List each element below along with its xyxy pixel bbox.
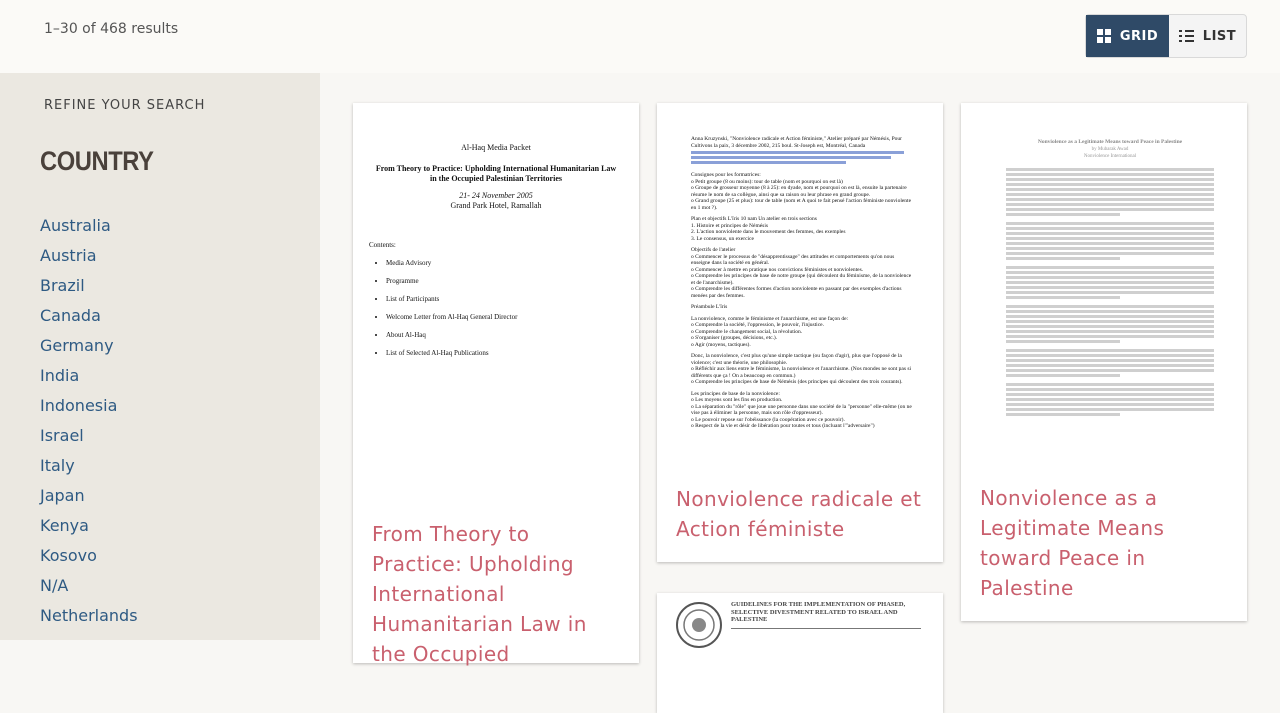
doc-paragraph: o Commencer le processus de "désapprentissage" des attitudes et comportements qu'on nous enseigne dans la société en général. bbox=[691, 253, 895, 266]
doc-contents-item: • List of Selected Al-Haq Publications bbox=[386, 349, 623, 367]
card-title-link[interactable]: Nonviolence as a Legitimate Means toward Peace in Palestine bbox=[980, 486, 1165, 600]
doc-venue: Grand Park Hotel, Ramallah bbox=[450, 201, 542, 210]
doc-paragraph: o Le pouvoir repose sur l'obéissance (la coopération avec ce pouvoir). bbox=[691, 416, 845, 423]
result-card[interactable] bbox=[961, 103, 1247, 621]
doc-paragraph: o Petit groupe (8 ou moins): tour de table (nom et pourquoi on est là) bbox=[691, 178, 843, 185]
result-card[interactable] bbox=[353, 103, 639, 666]
organization-seal-icon bbox=[675, 601, 723, 649]
doc-paragraph: Consignes pour les formatrices: bbox=[691, 172, 761, 178]
grid-view-button[interactable] bbox=[1086, 15, 1169, 57]
doc-paragraph: o Commencer à mettre en pratique nos convictions féministes et nonviolentes. bbox=[691, 266, 864, 273]
doc-divider bbox=[731, 628, 921, 629]
country-option[interactable]: Brazil bbox=[40, 276, 85, 295]
doc-heading: Nonviolence as a Legitimate Means toward Peace in Palestine bbox=[1037, 139, 1183, 145]
view-toggle bbox=[1085, 14, 1247, 58]
country-option[interactable]: Germany bbox=[40, 336, 114, 355]
country-option[interactable]: Kenya bbox=[40, 516, 89, 535]
doc-body bbox=[691, 172, 913, 430]
results-header bbox=[0, 0, 1280, 73]
doc-paragraph: o La séparation du "rôle" que joue une personne dans une société de la "personne" elle-même (on ne vise pas à éliminer la personne, mais son rôle d'oppresseur). bbox=[691, 403, 912, 416]
doc-paragraph: o Respect de la vie et désir de libération pour toutes et tous (incluant l'"adversaire") bbox=[691, 423, 875, 429]
country-option[interactable]: Japan bbox=[40, 486, 85, 505]
document-thumbnail bbox=[369, 143, 623, 367]
doc-link-line bbox=[691, 151, 904, 154]
country-option[interactable]: India bbox=[40, 366, 80, 385]
doc-paragraph: o Comprendre la société, l'oppression, le pouvoir, l'injustice. bbox=[691, 322, 824, 328]
doc-paragraph: o Agir (moyens, tactiques). bbox=[691, 341, 751, 348]
result-card[interactable] bbox=[657, 593, 943, 713]
refine-sidebar bbox=[0, 73, 320, 640]
doc-paragraph: o Groupe de grosseur moyenne (8 à 25): en dyade, nom et pourquoi on est là, ensuite la partenaire résume le nom de sa collègue, ainsi que sa raison ou leur phrase en grand groupe. bbox=[691, 185, 907, 198]
refine-search-label: REFINE YOUR SEARCH bbox=[44, 98, 206, 113]
results-count: 1–30 of 468 results bbox=[44, 21, 179, 37]
doc-contents-item: • Programme bbox=[386, 277, 623, 295]
doc-org: Nonviolence International bbox=[1083, 154, 1137, 159]
country-option[interactable]: Austria bbox=[40, 246, 97, 265]
doc-author: by Mubarak Awad bbox=[1091, 147, 1129, 152]
country-option[interactable]: Indonesia bbox=[40, 396, 118, 415]
country-option[interactable]: N/A bbox=[40, 576, 69, 595]
doc-contents-item: • About Al-Haq bbox=[386, 331, 623, 349]
list-icon bbox=[1179, 30, 1194, 42]
doc-contents-item: • Media Advisory bbox=[386, 259, 623, 277]
result-card[interactable] bbox=[657, 103, 943, 562]
doc-paragraph: La nonviolence, comme le féminisme et l'anarchisme, est une façon de: bbox=[691, 315, 849, 322]
doc-date: 21- 24 November 2005 bbox=[459, 191, 533, 200]
doc-contents-item: • Welcome Letter from Al-Haq General Director bbox=[386, 313, 623, 331]
list-view-button[interactable] bbox=[1169, 15, 1246, 57]
doc-link-line bbox=[691, 161, 846, 164]
grid-view-label: GRID bbox=[1119, 28, 1159, 44]
doc-paragraph: o S'organiser (groupes, décisions, etc.). bbox=[691, 335, 778, 341]
doc-subtitle: From Theory to Practice: Upholding International Humanitarian Law in the Occupied Palestinian Territories bbox=[375, 164, 617, 183]
country-option[interactable]: Italy bbox=[40, 456, 75, 475]
country-facet-heading: COUNTRY bbox=[40, 146, 154, 176]
grid-icon bbox=[1097, 29, 1111, 43]
doc-blurred-text bbox=[1006, 168, 1214, 416]
doc-heading: GUIDELINES FOR THE IMPLEMENTATION OF PHASED, SELECTIVE DIVESTMENT RELATED TO ISRAEL AND PALESTINE bbox=[731, 601, 906, 623]
country-option[interactable]: Netherlands bbox=[40, 606, 138, 625]
doc-heading: Al-Haq Media Packet bbox=[461, 143, 531, 152]
doc-paragraph: o Comprendre le changement social, la révolution. bbox=[691, 328, 803, 335]
doc-paragraph: 1. Histoire et principes de Némésis bbox=[691, 222, 768, 229]
doc-paragraph: o Grand groupe (25 et plus): tour de table (nom et A quoi te fait pensé l'action féministe nonviolente en 1 mot ?). bbox=[691, 198, 912, 211]
document-thumbnail bbox=[731, 601, 921, 629]
doc-paragraph: o Comprendre les principes de base de Némésis (des principes qui découlent des trois courants). bbox=[691, 379, 903, 385]
doc-contents-item: • List of Participants bbox=[386, 295, 623, 313]
card-title-link[interactable]: Nonviolence radicale et Action féministe bbox=[676, 487, 922, 541]
doc-paragraph: o Les moyens sont les fins en production. bbox=[691, 397, 783, 403]
doc-paragraph: 3. Le consensus, un exercice bbox=[691, 235, 754, 242]
document-thumbnail bbox=[691, 136, 913, 468]
country-option[interactable]: Canada bbox=[40, 306, 101, 325]
doc-paragraph: 2. L'action nonviolente dans le mouvement des femmes, des exemples bbox=[691, 229, 846, 235]
doc-paragraph: o Comprendre les différentes formes d'action nonviolente en passant par des exemples d'actions menées par des femmes. bbox=[691, 286, 902, 299]
country-option[interactable]: Kosovo bbox=[40, 546, 97, 565]
doc-paragraph: o Comprendre les principes de base de notre groupe (qui découlent du féminisme, de la nonviolence et de l'anarchisme). bbox=[691, 273, 912, 286]
country-facet-list bbox=[40, 216, 138, 636]
doc-paragraph: Donc, la nonviolence, c'est plus qu'une simple tactique (ou façon d'agir), plus que l'opposé de la violence; c'est une théorie, une philosophie. bbox=[691, 353, 902, 366]
document-thumbnail bbox=[1006, 139, 1214, 418]
doc-link-line bbox=[691, 156, 891, 159]
list-view-label: LIST bbox=[1202, 28, 1237, 44]
doc-paragraph: o Réfléchir aux liens entre le féminisme, la nonviolence et l'anarchisme. (Nos mondes ne sont pas si différents que ça ! On a beaucoup en commun.) bbox=[691, 366, 912, 379]
doc-paragraph: Les principes de base de la nonviolence: bbox=[691, 390, 780, 397]
card-title-link[interactable]: From Theory to Practice: Upholding International Humanitarian Law in the Occupied bbox=[372, 522, 587, 666]
doc-paragraph: Objectifs de l'atelier bbox=[691, 247, 736, 253]
country-option[interactable]: Australia bbox=[40, 216, 111, 235]
doc-intro: Anna Kruzynski, "Nonviolence radicale et Action féministe," Atelier préparé par Némésis, Pour Cultivons la paix, 3 décembre 2002, 215 boul. St-Joseph est, Montréal, Canada bbox=[691, 136, 902, 149]
doc-paragraph: Plan et objectifs L'îris 10 nam Un atelier en trois sections bbox=[691, 216, 817, 222]
doc-contents-list bbox=[369, 259, 623, 367]
country-option[interactable]: Israel bbox=[40, 426, 84, 445]
doc-contents-label: Contents: bbox=[369, 241, 396, 249]
doc-paragraph: Préambule L'îris bbox=[691, 304, 728, 310]
